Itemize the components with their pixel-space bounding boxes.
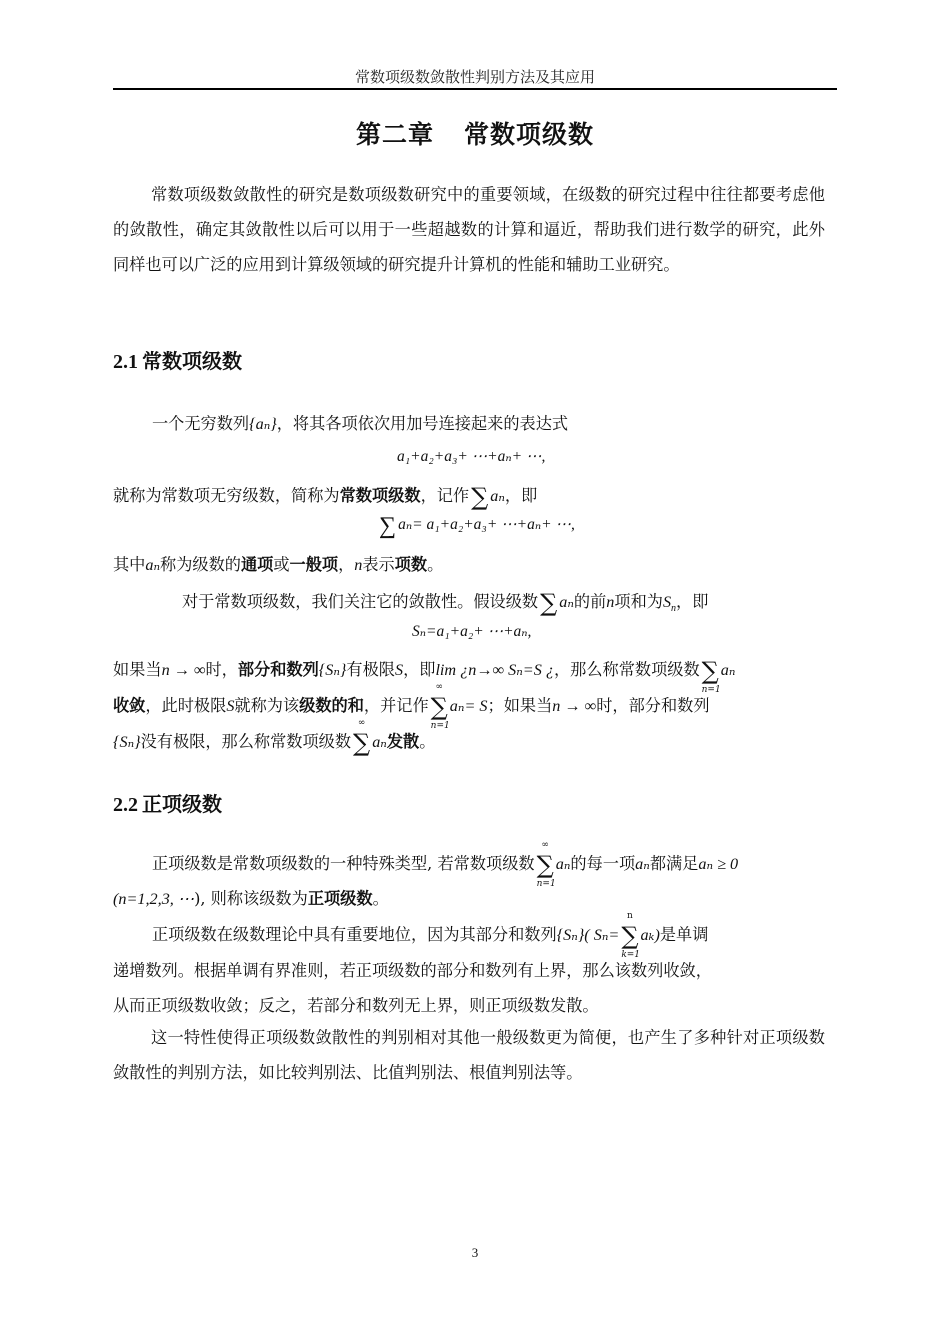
sum-symbol: ∑ (471, 483, 489, 511)
term-converge: 收敛 (113, 696, 146, 715)
sum-symbol: ∑ n=1 (701, 657, 721, 695)
s22-paragraph-3: 这一特性使得正项级数敛散性的判别相对其他一般级数更为简便，也产生了多种针对正项级数敛散性的判别方法，如比较判别法、比值判别法、根值判别法等。 (113, 1028, 825, 1082)
term-positive-series: 正项级数 (307, 889, 373, 908)
sum-symbol: n ∑ k=1 (621, 911, 641, 960)
section-title: 正项级数 (142, 792, 222, 816)
s22-line-2: (n=1,2,3, ⋯), 则称该级数为正项级数。 (113, 889, 389, 908)
s21-line-4: 对于常数项级数，我们关注它的敛散性。假设级数∑ aₙ的前n项和为$S_n$，即 (182, 589, 709, 617)
header-rule (113, 88, 837, 90)
series-expansion: a₁+a₂+a₃+ ⋯+aₙ+ ⋯, (397, 448, 546, 465)
s21-line-3: 其中aₙ称为级数的通项或一般项，n表示项数。 (113, 555, 444, 574)
section-number: 2.1 (113, 351, 138, 373)
term-constant-series: 常数项级数 (339, 486, 421, 505)
term-general-term: 通项 (240, 555, 274, 574)
s21-line-5: 如果当n → ∞时，部分和数列{Sₙ}有极限S，即lim ¿n→∞ Sₙ=S ¿，那么称常数项级数∑ n=1 aₙ (113, 657, 736, 695)
limit-expression: lim ¿n→∞ Sₙ=S ¿ (435, 661, 554, 679)
sum-symbol: ∞ ∑ (353, 718, 371, 757)
term-item-count: 项数 (394, 555, 428, 574)
sum-expansion: ∑ aₙ= a₁+a₂+a₃+ ⋯+aₙ+ ⋯, (379, 513, 575, 539)
s21-line-6: 收敛，此时极限S就称为该级数的和，并记作 ∞ ∑ n=1 aₙ= S；如果当n → ∞时，部分和数列 (113, 682, 710, 731)
sequence-an: {aₙ} (249, 415, 277, 433)
term-series-sum: 级数的和 (299, 696, 364, 715)
an-nonnegative: aₙ ≥ 0 (698, 855, 739, 873)
s22-line-5: 从而正项级数收敛；反之，若部分和数列无上界，则正项级数发散。 (113, 996, 599, 1015)
term-partial-sum-seq: 部分和数列 (237, 660, 319, 679)
sum-symbol: ∞ ∑ n=1 (536, 840, 556, 889)
sum-symbol: ∑ (379, 513, 397, 539)
term-diverge: 发散 (386, 732, 420, 751)
section-2-2-heading (113, 788, 222, 817)
chapter-title (113, 115, 837, 151)
s21-line-1: 一个无穷数列{aₙ}，将其各项依次用加号连接起来的表达式 (152, 414, 569, 433)
s22-line-3: 正项级数在级数理论中具有重要地位，因为其部分和数列{Sₙ}( Sₙ= n ∑ k=1 aₖ)是单调 (152, 911, 709, 960)
s21-line-7: {Sₙ}没有极限，那么称常数项级数 ∞ ∑ aₙ发散。 (113, 718, 436, 757)
sum-symbol: ∑ (540, 589, 558, 617)
s22-line-4: 递增数列。根据单调有界准则，若正项级数的部分和数列有上界，那么该数列收敛， (113, 961, 712, 980)
chapter-number: 第二章 (355, 120, 434, 149)
intro-paragraph: 常数项级数敛散性的研究是数项级数研究中的重要领域，在级数的研究过程中往往都要考虑他的敛散性，确定其敛散性以后可以用于一些超越数的计算和逼近，帮助我们进行数学的研究，此外同样也可以广泛的应用到计算级领域的研究提升计算机的性能和辅助工业研究。 (113, 185, 825, 274)
section-2-1-heading (113, 345, 242, 374)
s22-line-1: 正项级数是常数项级数的一种特殊类型, 若常数项级数 ∞ ∑ n=1 aₙ的每一项aₙ都满足aₙ ≥ 0 (152, 840, 739, 889)
term-general-item: 一般项 (289, 555, 339, 574)
page-number: 3 (471, 1245, 479, 1260)
chapter-name: 常数项级数 (464, 120, 595, 149)
section-number: 2.2 (113, 794, 138, 816)
running-header: 常数项级数敛散性判别方法及其应用 (354, 68, 595, 86)
partial-sum-equation: Sₙ=a₁+a₂+ ⋯+aₙ, (412, 623, 532, 640)
section-title: 常数项级数 (142, 349, 242, 373)
sum-symbol: ∞ ∑ n=1 (430, 682, 450, 731)
s21-line-2: 就称为常数项无穷级数，简称为常数项级数，记作∑ aₙ，即 (113, 483, 538, 511)
